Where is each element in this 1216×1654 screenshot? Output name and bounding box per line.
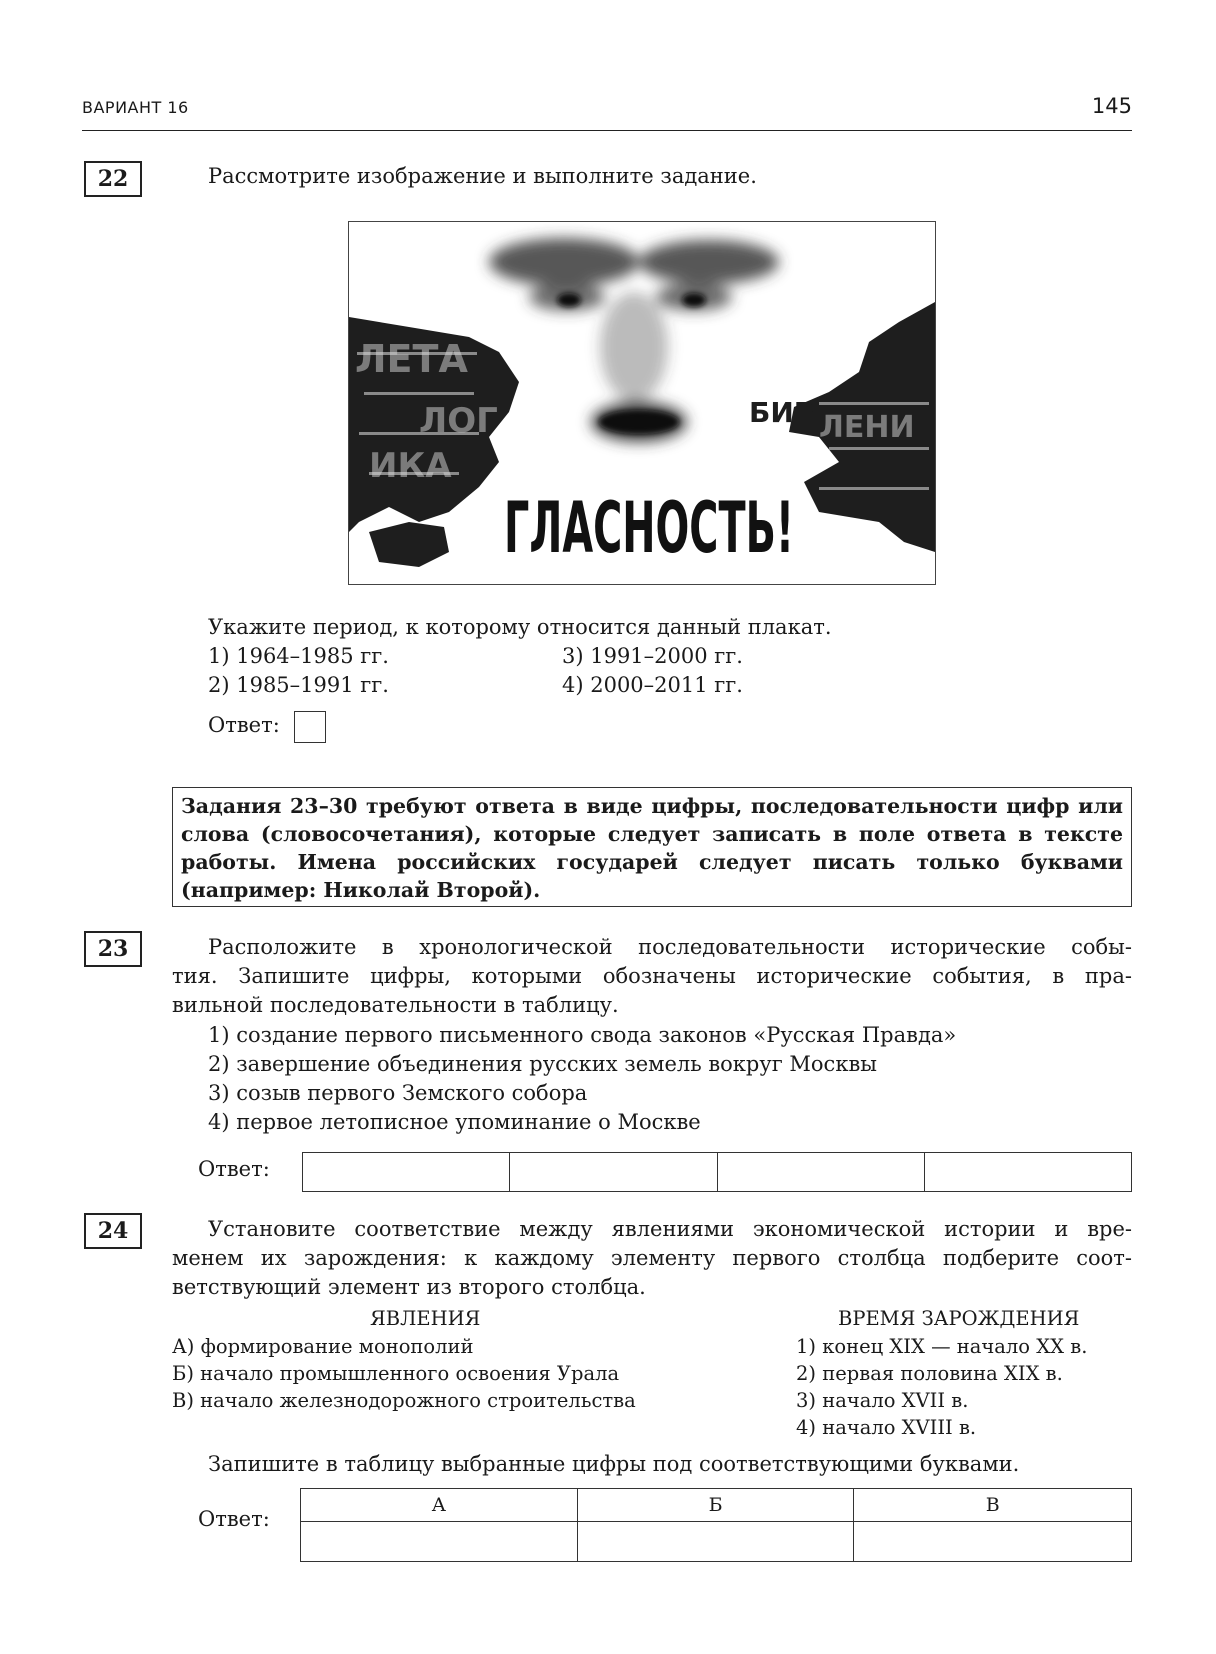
- q22-answer-label: Ответ:: [208, 713, 280, 737]
- q24-answer-cell-b[interactable]: [577, 1522, 854, 1562]
- q23-answer-cell[interactable]: [924, 1153, 1131, 1192]
- svg-text:ЛЕТА: ЛЕТА: [355, 337, 468, 381]
- q22-option-2: 2) 1985–1991 гг.: [208, 673, 389, 697]
- header-rule: [82, 130, 1132, 131]
- q24-prompt-line-2: менем их зарождения: к каждому элементу первого столбца подберите соот-: [172, 1246, 1132, 1270]
- q23-item-4: 4) первое летописное упоминание о Москве: [208, 1110, 701, 1134]
- svg-text:ЛОГ: ЛОГ: [419, 401, 498, 441]
- svg-text:ИКА: ИКА: [369, 446, 452, 486]
- q24-answer-table: [300, 1488, 1132, 1562]
- q23-prompt-line-3: вильной последовательности в таблицу.: [172, 993, 619, 1017]
- q24-column-a: А: [301, 1489, 578, 1522]
- q23-answer-cell[interactable]: [303, 1153, 510, 1192]
- glasnost-poster: [348, 221, 936, 585]
- q24-right-item-4: 4) начало XVIII в.: [796, 1416, 977, 1439]
- poster-headline: ГЛАСНОСТЬ!: [504, 487, 794, 569]
- q24-column-b: Б: [577, 1489, 854, 1522]
- q24-right-item-2: 2) первая половина XIX в.: [796, 1362, 1063, 1385]
- q24-prompt-line-3: ветствующий элемент из второго столбца.: [172, 1275, 646, 1299]
- q23-prompt-line-1: Расположите в хронологической последовательности исторические собы-: [208, 935, 1132, 959]
- question-number-23: 23: [84, 931, 142, 967]
- q23-answer-cell[interactable]: [717, 1153, 924, 1192]
- page-number: 145: [1091, 94, 1132, 118]
- q22-question: Укажите период, к которому относится данный плакат.: [208, 615, 832, 639]
- q24-left-column-head: ЯВЛЕНИЯ: [370, 1307, 481, 1330]
- q24-column-v: В: [854, 1489, 1132, 1522]
- q23-item-2: 2) завершение объединения русских земель вокруг Москвы: [208, 1052, 877, 1076]
- q24-left-item-b: Б) начало промышленного освоения Урала: [172, 1362, 620, 1385]
- q23-item-3: 3) созыв первого Земского собора: [208, 1081, 588, 1105]
- q24-answer-label: Ответ:: [198, 1507, 270, 1531]
- svg-text:ЛЕНИ: ЛЕНИ: [819, 410, 915, 445]
- q22-option-3: 3) 1991–2000 гг.: [562, 644, 743, 668]
- question-number-24: 24: [84, 1213, 142, 1249]
- q24-right-item-1: 1) конец XIX — начало XX в.: [796, 1335, 1088, 1358]
- q23-prompt-line-2: тия. Запишите цифры, которыми обозначены исторические события, в пра-: [172, 964, 1132, 988]
- q24-left-item-a: А) формирование монополий: [172, 1335, 474, 1358]
- q24-right-item-3: 3) начало XVII в.: [796, 1389, 969, 1412]
- q22-option-1: 1) 1964–1985 гг.: [208, 644, 389, 668]
- q24-instruction: Запишите в таблицу выбранные цифры под соответствующими буквами.: [208, 1452, 1020, 1476]
- q23-answer-label: Ответ:: [198, 1157, 270, 1181]
- q22-answer-box[interactable]: [294, 711, 326, 743]
- q24-answer-cell-v[interactable]: [854, 1522, 1132, 1562]
- q23-answer-cell[interactable]: [510, 1153, 717, 1192]
- q24-prompt-line-1: Установите соответствие между явлениями экономической истории и вре-: [208, 1217, 1132, 1241]
- running-header: ВАРИАНТ 16: [82, 98, 189, 117]
- question-number-22: 22: [84, 161, 142, 197]
- q24-answer-cell-a[interactable]: [301, 1522, 578, 1562]
- instructions-box: Задания 23–30 требуют ответа в виде цифры, последовательности цифр или слова (словосочетания), которые следует записать в поле ответа в тексте работы. Имена российских государей следует писать только буквами (например: Николай Второй).: [172, 787, 1132, 907]
- q23-answer-table: [302, 1152, 1132, 1192]
- q24-right-column-head: ВРЕМЯ ЗАРОЖДЕНИЯ: [838, 1307, 1080, 1330]
- q23-item-1: 1) создание первого письменного свода законов «Русская Правда»: [208, 1023, 957, 1047]
- q22-prompt: Рассмотрите изображение и выполните задание.: [208, 164, 757, 188]
- svg-text:БИР: БИР: [749, 396, 815, 429]
- q24-left-item-v: В) начало железнодорожного строительства: [172, 1389, 636, 1412]
- q22-option-4: 4) 2000–2011 гг.: [562, 673, 743, 697]
